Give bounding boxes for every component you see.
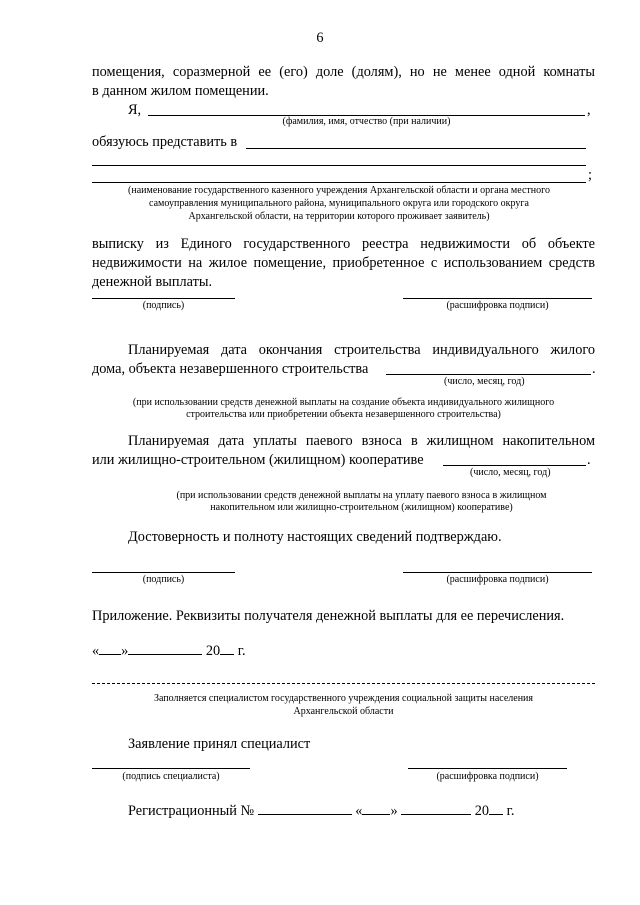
year-suffix: г. (506, 803, 515, 819)
i-prefix: Я, (128, 102, 142, 118)
paragraph-line: дома, объекта незавершенного строительства (92, 361, 369, 377)
paragraph-line: Планируемая дата уплаты паевого взноса в жилищном накопительном (128, 433, 595, 449)
note-line: строительства или приобретении объекта незавершенного строительства) (186, 409, 501, 420)
org-field-line-2[interactable] (92, 165, 586, 166)
semicolon: ; (588, 167, 592, 183)
year-field[interactable] (220, 640, 234, 655)
registration-label: Регистрационный № (128, 803, 255, 819)
signature-decode-field[interactable] (408, 768, 567, 769)
org-field-line-3[interactable] (92, 182, 586, 183)
page-number: 6 (316, 30, 324, 46)
day-field[interactable] (362, 800, 390, 815)
open-quote: « (92, 643, 100, 659)
confirm-text: Достоверность и полноту настоящих сведений подтверждаю. (128, 529, 502, 545)
signature-decode-caption: (расшифровка подписи) (436, 771, 539, 782)
separator (92, 683, 595, 684)
year-suffix: г. (237, 643, 246, 659)
accepted-text: Заявление принял специалист (128, 736, 311, 752)
note-line: (при использовании средств денежной выплаты на создание объекта индивидуального жилищного (132, 397, 555, 408)
note-line: (при использовании средств денежной выплаты на уплату паевого взноса в жилищном (176, 490, 547, 501)
org-caption-line: (наименование государственного казенного учреждения Архангельской области и органа местного (128, 185, 550, 196)
day-field[interactable] (99, 640, 121, 655)
appendix-text: Приложение. Реквизиты получателя денежной выплаты для ее перечисления. (92, 608, 565, 624)
paragraph-line: недвижимости на жилое помещение, приобретенное с использованием средств (92, 255, 595, 271)
note-line: накопительном или жилищно-строительном (жилищном) кооперативе) (210, 502, 513, 513)
specialist-note-line: Архангельской области (293, 706, 394, 717)
open-quote: « (355, 803, 363, 819)
paragraph-line: в данном жилом помещении. (92, 83, 269, 99)
signature-decode-caption: (расшифровка подписи) (446, 574, 549, 585)
date-caption: (число, месяц, год) (444, 376, 525, 387)
paragraph-line: помещения, соразмерной ее (его) доле (долям), но не менее одной комнаты (92, 64, 595, 80)
org-caption-line: Архангельской области, на территории которого проживает заявитель) (188, 211, 490, 222)
close-quote: » (121, 643, 129, 659)
year-prefix: 20 (205, 643, 221, 659)
registration-line (128, 800, 514, 821)
specialist-signature-field[interactable] (92, 768, 250, 769)
signature-caption: (подпись) (142, 300, 185, 311)
commit-prefix: обязуюсь представить в (92, 134, 238, 150)
signature-caption: (подпись специалиста) (122, 771, 220, 782)
fio-caption: (фамилия, имя, отчество (при наличии) (282, 116, 451, 127)
month-field[interactable] (128, 640, 202, 655)
close-quote: » (390, 803, 398, 819)
org-field-line-1[interactable] (246, 148, 586, 149)
year-field[interactable] (489, 800, 503, 815)
i-suffix: , (587, 102, 591, 118)
year-prefix: 20 (474, 803, 490, 819)
paragraph-line: денежной выплаты. (92, 274, 213, 290)
date-caption: (число, месяц, год) (470, 467, 551, 478)
signature-caption: (подпись) (142, 574, 185, 585)
month-field[interactable] (401, 800, 471, 815)
specialist-note-line: Заполняется специалистом государственного учреждения социальной защиты населения (153, 693, 533, 704)
paragraph-line: или жилищно-строительном (жилищном) кооперативе (92, 452, 424, 468)
date-line (92, 640, 246, 661)
paragraph-line: выписку из Единого государственного реестра недвижимости об объекте (92, 236, 595, 252)
org-caption-line: самоуправления муниципального района, муниципального округа или городского округа (149, 198, 529, 209)
signature-decode-caption: (расшифровка подписи) (446, 300, 549, 311)
paragraph-line: Планируемая дата окончания строительства индивидуального жилого (128, 342, 595, 358)
period: . (592, 361, 596, 377)
registration-number-field[interactable] (258, 800, 352, 815)
period: . (587, 452, 591, 468)
